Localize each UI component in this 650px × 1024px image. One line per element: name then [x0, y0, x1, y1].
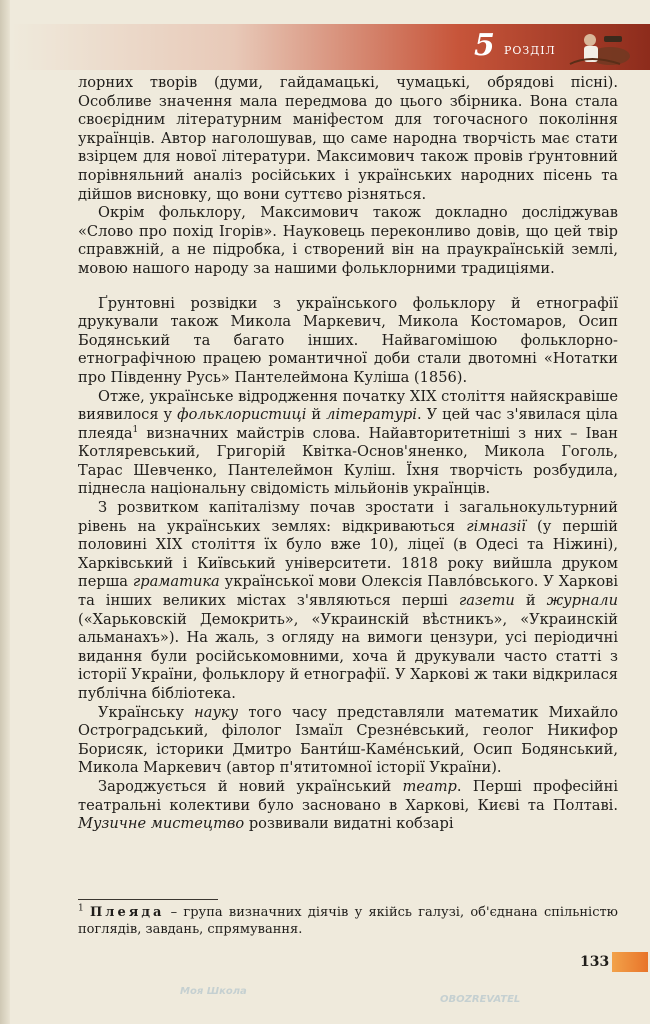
- paragraph-5: З розвитком капіталізму почав зростати і загальнокультурний рівень на українських землях: відкриваються гімназії (у першій половині XIX століття їх було вже 10), ліцеї (в Одесі та Ніжині), Харківський і Київський університети. 1818 року вийшла друком перша граматика української мови Олексія Павло́вського. У Харкові та інших великих містах з'являються перші газети й журнали («Харьковскій Демокрить», «Украинскій вѣстникъ», «Украинскій альманахъ»). На жаль, з огляду на вимоги цензури, усі періодичні видання були російськомовними, хоча й друкували часто статті з історії України, фольклору й етнографії. У Харкові ж таки відкрилася публічна бібліотека.: [78, 499, 618, 702]
- watermark-site: OBOZREVATEL: [440, 994, 521, 1005]
- term-literature: літературі: [326, 406, 417, 424]
- chapter-number: 5: [474, 28, 495, 63]
- footnote-divider: [78, 899, 218, 900]
- term-music: Музичне мистецтво: [78, 815, 245, 833]
- page-number-tab: [612, 952, 648, 972]
- chapter-label: РОЗДІЛ: [504, 44, 556, 57]
- page-number: 133: [580, 954, 610, 970]
- term-science: науку: [194, 703, 239, 721]
- page-binding-edge: [0, 0, 10, 1024]
- footnote-marker: 1: [78, 903, 84, 914]
- paragraph-1: лорних творів (думи, гайдамацькі, чумацькі, обрядові пісні). Особливе значення мала передмова до цього збірника. Вона стала своєрідним літературним маніфестом для тогочасного покоління українців. Автор наголошував, що саме народна творчість має стати взірцем для нової літератури. Максимович також провів ґрунтовний порівняльний аналіз російських і українських народних пісень та дійшов висновку, що вони суттєво різняться.: [78, 74, 618, 203]
- main-text: [78, 74, 618, 834]
- term-grammar: граматика: [132, 573, 220, 591]
- kobzar-illustration-icon: [560, 26, 634, 68]
- term-folkloristics: фольклористиці: [177, 406, 307, 424]
- term-journals: журнали: [546, 592, 618, 610]
- watermark-school: Моя Школа: [180, 986, 247, 997]
- paragraph-3: Ґрунтовні розвідки з українського фольклору й етнографії друкували також Микола Маркевич, Микола Костомаров, Осип Бодянський та багато інших. Найвагомішою фольклорно-етнографічною працею романтичної доби стали двотомні «Нотатки про Південну Русь» Пантелеймона Куліша (1856).: [78, 294, 618, 386]
- paragraph-2: Окрім фольклору, Максимович також докладно досліджував «Слово про похід Ігорів». Науковець переконливо довів, що цей твір справжній, а не підробка, і створений він на праукраїнській землі, мовою нашого народу за нашими фольклорними традиціями.: [78, 204, 618, 277]
- term-newspapers: газети: [458, 592, 515, 610]
- footnote: [78, 905, 618, 938]
- term-theatre: театр: [402, 777, 457, 795]
- footnote-term: Плеяда: [90, 905, 165, 920]
- paragraph-6: Українську науку того часу представляли математик Михайло Остроградський, філолог Ізмаїл Срезне́вський, геолог Никифор Борисяк, історики Дмитро Банти́ш-Каме́нський, Осип Бодянський, Микола Маркевич (автор п'ятитомної історії України).: [78, 703, 618, 777]
- term-gymnasiums: гімназії: [466, 517, 526, 535]
- footnote-ref: 1: [132, 424, 139, 435]
- paragraph-7: Зароджується й новий український театр. Перші професійні театральні колективи було засновано в Харкові, Києві та Полтаві. Музичне мистецтво розвивали видатні кобзарі: [78, 777, 619, 833]
- footnote-text: – група визначних діячів у якійсь галузі, об'єднана спільністю поглядів, завдань, спрямування.: [78, 905, 618, 937]
- paragraph-4: Отже, українське відродження початку XIX століття найяскравіше виявилося у фольклористиці й літературі. У цей час з'явилася ціла плеяда$^1$ визначних майстрів слова. Найавторитетніші з них – Іван Котляревський, Григорій Квітка-Основ'яненко, Микола Гоголь, Тарас Шевченко, Пантелеймон Куліш. Їхня творчість розбудила, піднесла національну свідомість мільйонів українців.: [78, 387, 618, 498]
